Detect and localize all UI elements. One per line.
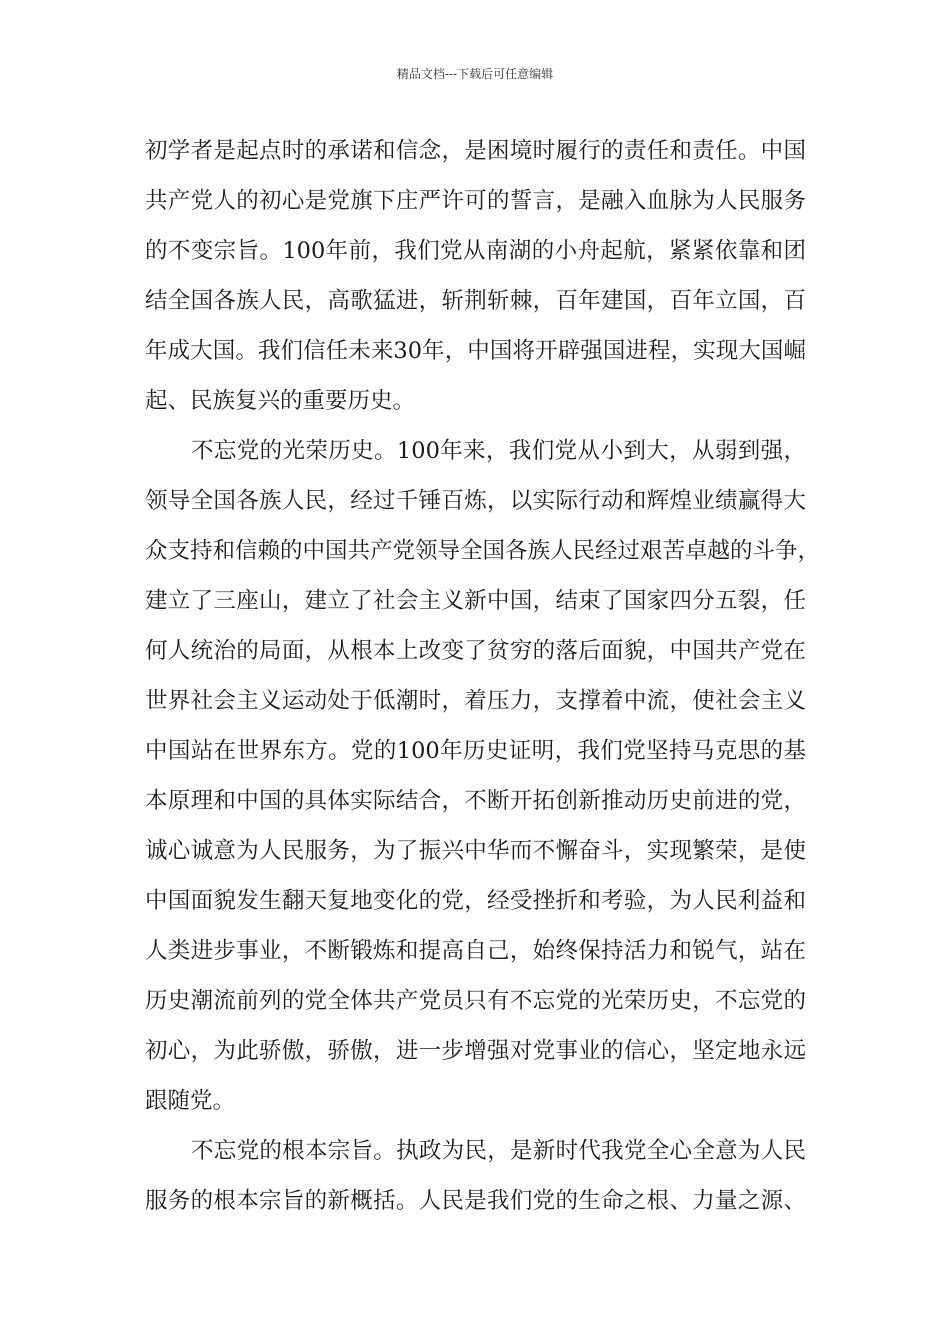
paragraph-first-line: 不忘党的光荣历史。100年来，我们党从小到大，从弱到强， [191,438,806,464]
paragraph-first-line: 不忘党的根本宗旨。执政为民，是新时代我党全心全意为人民 [191,1138,806,1164]
body-line: 诚心诚意为人民服务，为了振兴中华而不懈奋斗，实现繁荣，是使 [145,838,806,864]
body-line: 共产党人的初心是党旗下庄严许可的誓言，是融入血脉为人民服务 [145,188,806,214]
body-line: 众支持和信赖的中国共产党领导全国各族人民经过艰苦卓越的斗争， [145,538,821,564]
body-line: 起、民族复兴的重要历史。 [145,388,416,414]
body-line: 初学者是起点时的承诺和信念，是困境时履行的责任和责任。中国 [145,138,806,164]
body-line: 中国站在世界东方。党的100年历史证明，我们党坚持马克思的基 [145,738,806,764]
body-line: 初心，为此骄傲，骄傲，进一步增强对党事业的信心，坚定地永远 [145,1038,806,1064]
body-line: 服务的根本宗旨的新概括。人民是我们党的生命之根、力量之源、 [145,1188,806,1214]
body-line: 人类进步事业，不断锻炼和提高自己，始终保持活力和锐气，站在 [145,938,806,964]
body-line: 建立了三座山，建立了社会主义新中国，结束了国家四分五裂，任 [145,588,806,614]
body-line: 世界社会主义运动处于低潮时，着压力，支撑着中流，使社会主义 [145,688,806,714]
body-line: 结全国各族人民，高歌猛进，斩荆斩棘，百年建国，百年立国，百 [145,288,806,314]
page-header: 精品文档---下载后可任意编辑 [396,67,554,81]
body-line: 领导全国各族人民，经过千锤百炼，以实际行动和辉煌业绩赢得大 [145,488,806,514]
body-line: 本原理和中国的具体实际结合，不断开拓创新推动历史前进的党， [145,788,806,814]
body-line: 中国面貌发生翻天复地变化的党，经受挫折和考验，为人民利益和 [145,888,806,914]
body-line: 的不变宗旨。100年前，我们党从南湖的小舟起航，紧紧依靠和团 [145,238,806,264]
body-line: 何人统治的局面，从根本上改变了贫穷的落后面貌，中国共产党在 [145,638,806,664]
body-line: 跟随党。 [145,1088,236,1114]
body-line: 历史潮流前列的党全体共产党员只有不忘党的光荣历史，不忘党的 [145,988,806,1014]
body-line: 年成大国。我们信任未来30年，中国将开辟强国进程，实现大国崛 [145,338,806,364]
